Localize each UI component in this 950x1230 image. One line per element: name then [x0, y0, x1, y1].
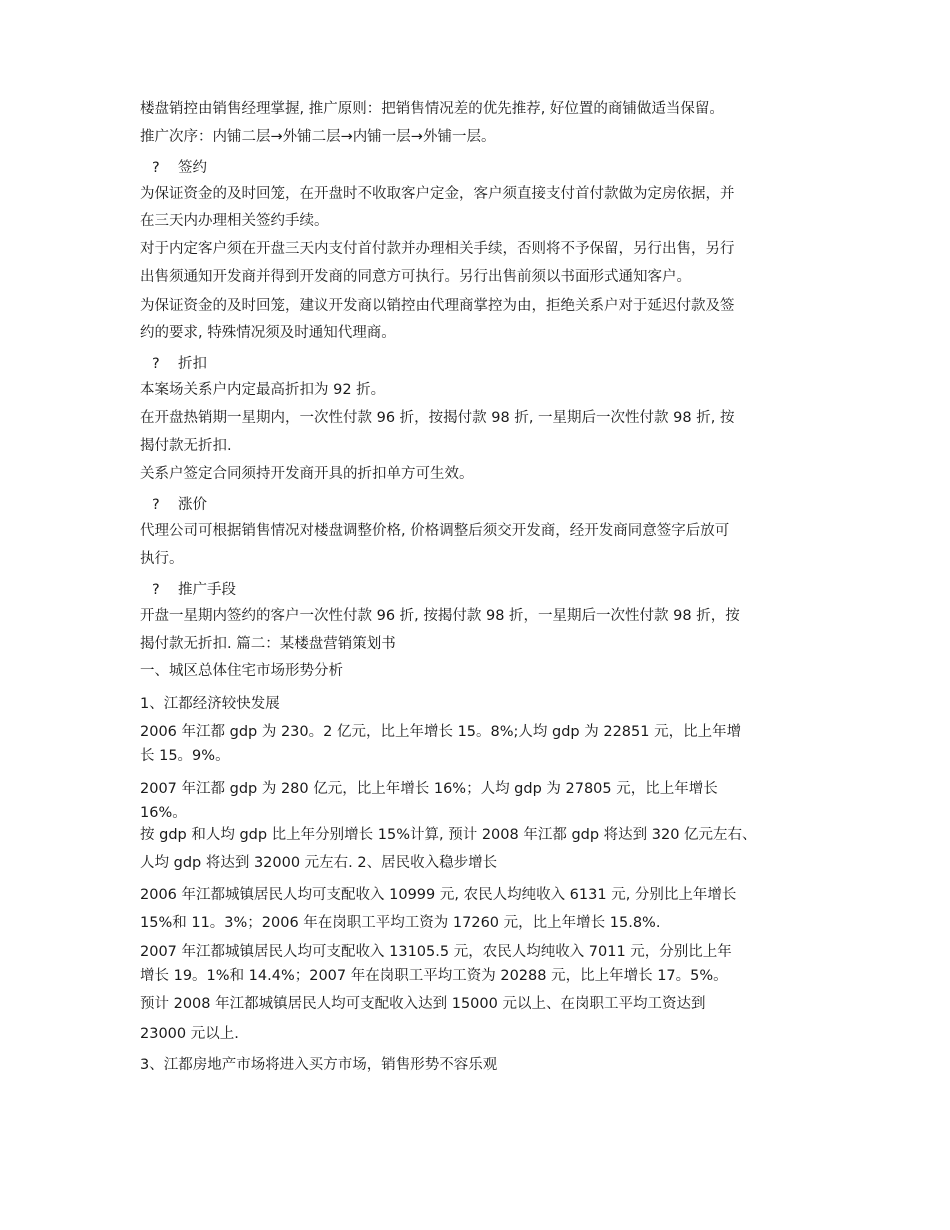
text-line: 关系户签定合同须持开发商开具的折扣单方可生效。 — [140, 466, 474, 482]
subsection-title: 1、江都经济较快发展 — [140, 696, 280, 712]
text-line: 为保证资金的及时回笼，建议开发商以销控由代理商掌控为由，拒绝关系户对于延迟付款及签 — [140, 298, 735, 314]
section-heading-label: 签约 — [178, 160, 207, 176]
bullet-icon: ? — [152, 160, 160, 176]
text-line: 2006 年江都 gdp 为 230。2 亿元，比上年增长 15。8%;人均 gdp 为 22851 元，比上年增 — [140, 724, 742, 740]
text-line: 2007 年江都 gdp 为 280 亿元，比上年增长 16%；人均 gdp 为 27805 元，比上年增长 — [140, 781, 718, 797]
text-line: 在三天内办理相关签约手续。 — [140, 213, 329, 229]
section-heading-price-increase — [152, 495, 207, 515]
text-line: 长 15。9%。 — [140, 748, 230, 764]
section-heading-label: 推广手段 — [178, 582, 236, 598]
text-line: 约的要求, 特殊情况须及时通知代理商。 — [140, 325, 396, 341]
text-line: 增长 19。1%和 14.4%；2007 年在岗职工平均工资为 20288 元，比上年增长 17。5%。 — [140, 968, 728, 984]
text-line: 按 gdp 和人均 gdp 比上年分别增长 15%计算, 预计 2008 年江都 gdp 将达到 320 亿元左右、 — [140, 827, 757, 843]
text-line: 16%。 — [140, 805, 187, 821]
text-line: 15%和 11。3%；2006 年在岗职工平均工资为 17260 元，比上年增长 15.8%. — [140, 915, 661, 931]
text-line: 人均 gdp 将达到 32000 元左右. 2、居民收入稳步增长 — [140, 855, 498, 871]
text-line: 执行。 — [140, 551, 184, 567]
text-line: 开盘一星期内签约的客户一次性付款 96 折, 按揭付款 98 折，一星期后一次性付款 98 折，按 — [140, 608, 740, 624]
subsection-title: 3、江都房地产市场将进入买方市场，销售形势不容乐观 — [140, 1057, 498, 1073]
bullet-icon: ? — [152, 356, 160, 372]
text-line: 代理公司可根据销售情况对楼盘调整价格, 价格调整后须交开发商，经开发商同意签字后放可 — [140, 523, 730, 539]
text-line: 2007 年江都城镇居民人均可支配收入 13105.5 元，农民人均纯收入 7011 元，分别比上年 — [140, 944, 732, 960]
text-line: 推广次序：内铺二层→外铺二层→内铺一层→外铺一层。 — [140, 129, 496, 145]
text-line: 23000 元以上. — [140, 1026, 239, 1042]
section-heading-signing — [152, 158, 207, 178]
text-line: 楼盘销控由销售经理掌握, 推广原则：把销售情况差的优先推荐, 好位置的商铺做适当保留。 — [140, 101, 724, 117]
text-line: 本案场关系户内定最高折扣为 92 折。 — [140, 382, 386, 398]
section-title: 一、城区总体住宅市场形势分析 — [140, 663, 343, 679]
text-line: 2006 年江都城镇居民人均可支配收入 10999 元, 农民人均纯收入 6131 元, 分别比上年增长 — [140, 887, 737, 903]
text-line: 揭付款无折扣. — [140, 438, 232, 454]
section-heading-promotion — [152, 580, 236, 600]
text-line: 对于内定客户须在开盘三天内支付首付款并办理相关手续，否则将不予保留，另行出售，另行 — [140, 241, 735, 257]
text-line: 揭付款无折扣. 篇二：某楼盘营销策划书 — [140, 636, 396, 652]
section-heading-discount — [152, 354, 207, 374]
text-line: 为保证资金的及时回笼，在开盘时不收取客户定金，客户须直接支付首付款做为定房依据，并 — [140, 186, 735, 202]
section-heading-label: 折扣 — [178, 356, 207, 372]
bullet-icon: ? — [152, 497, 160, 513]
bullet-icon: ? — [152, 582, 160, 598]
section-heading-label: 涨价 — [178, 497, 207, 513]
text-line: 预计 2008 年江都城镇居民人均可支配收入达到 15000 元以上、在岗职工平均工资达到 — [140, 996, 706, 1012]
text-line: 在开盘热销期一星期内，一次性付款 96 折，按揭付款 98 折, 一星期后一次性付款 98 折, 按 — [140, 410, 735, 426]
text-line: 出售须通知开发商并得到开发商的同意方可执行。另行出售前须以书面形式通知客户。 — [140, 269, 691, 285]
